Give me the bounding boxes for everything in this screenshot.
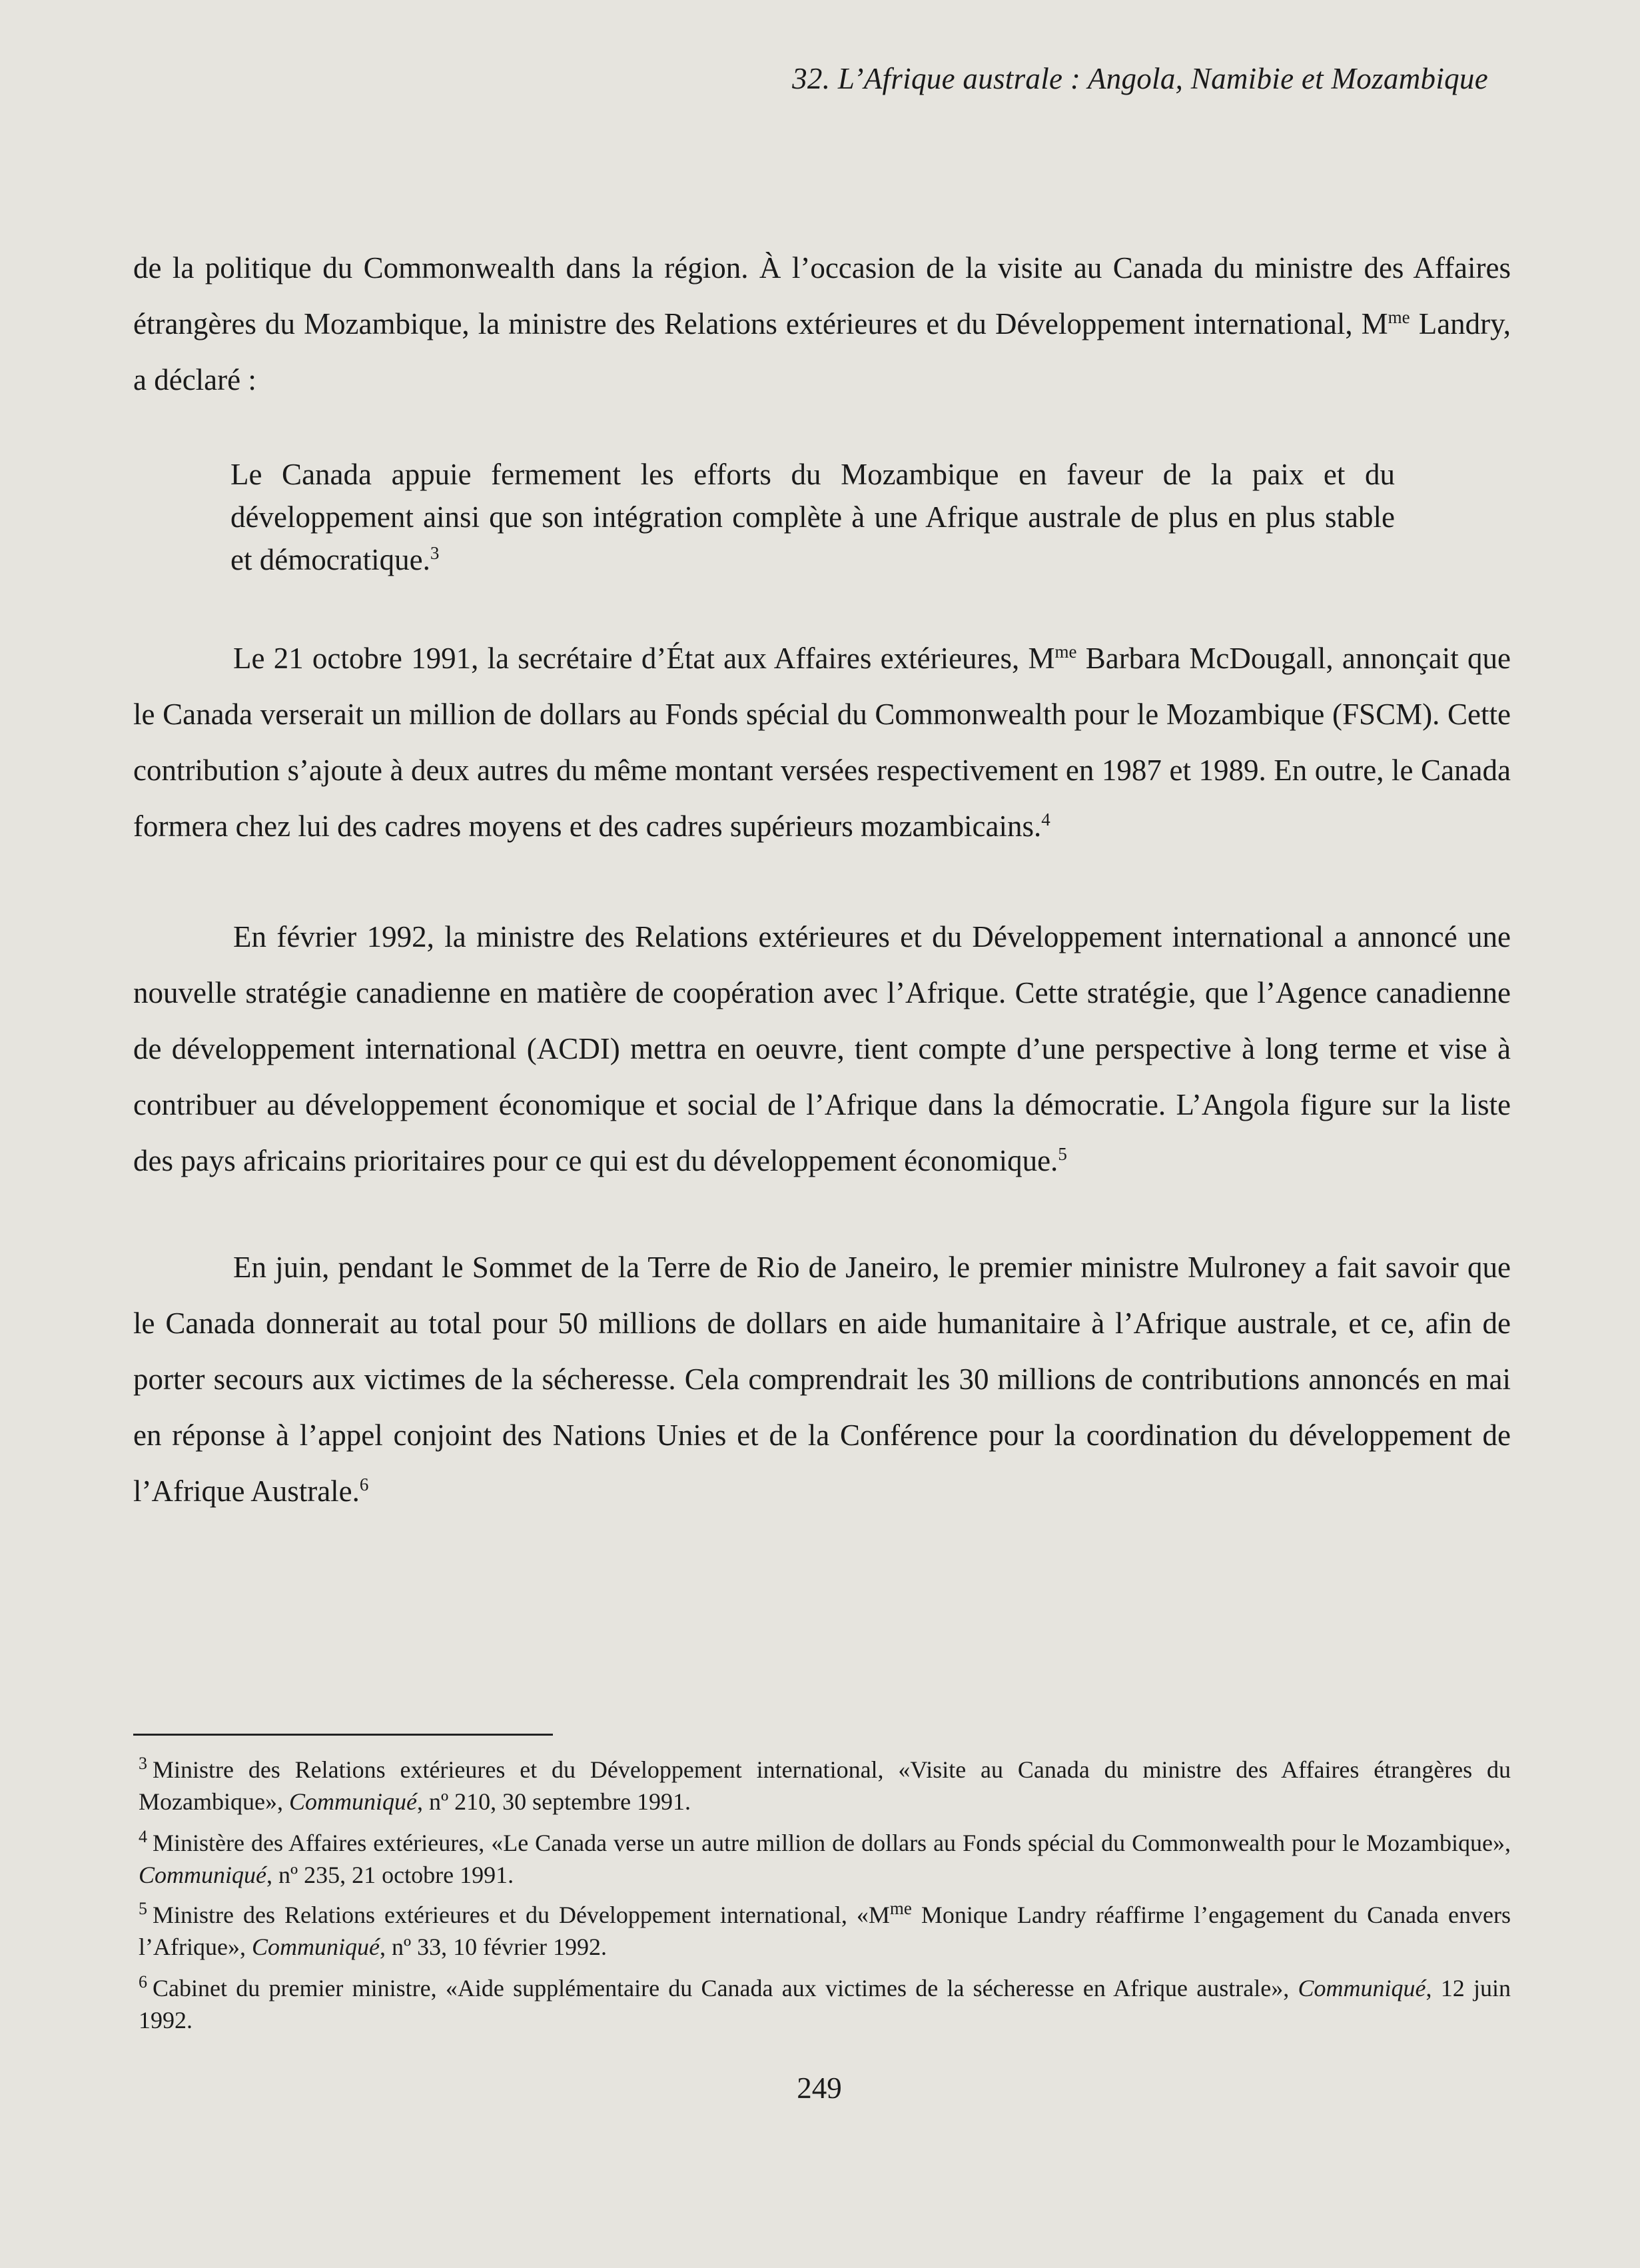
intro-paragraph [133, 240, 1511, 408]
title-abbrev: me [889, 1898, 912, 1918]
paragraph-strategy [133, 909, 1511, 1189]
footnote-5 [139, 1899, 1511, 1963]
footnote-ref-5[interactable]: 5 [1058, 1144, 1067, 1164]
footnote-ref-4[interactable]: 4 [1041, 810, 1050, 830]
footnote-source: Communiqué [251, 1934, 380, 1960]
footnote-text: Cabinet du premier ministre, «Aide supplémentaire du Canada aux victimes de la sécheresse en Afrique australe», [153, 1975, 1298, 2001]
footnote-ref-6[interactable]: 6 [359, 1474, 369, 1494]
footnote-source: Communiqué [1298, 1975, 1426, 2001]
paragraph-text: En février 1992, la ministre des Relations extérieures et du Développement international a annoncé une nouvelle stratégie canadienne en matière de coopération avec l’Afrique. Cette stratégie, que l’Agence canadienne de développement international (ACDI) mettra en oeuvre, tient compte d’une perspective à long terme et vise à contribuer au développement économique et social de l’Afrique dans la démocratie. L’Angola figure sur la liste des pays africains prioritaires pour ce qui est du développement économique. [133, 920, 1511, 1177]
footnote-source: Communiqué [288, 1788, 417, 1815]
intro-text: de la politique du Commonwealth dans la région. À l’occasion de la visite au Canada du ministre des Affaires étrangères du Mozambique, la ministre des Relations extérieures et du Développement international, M [133, 251, 1511, 340]
footnote-citation: , nº 210, 30 septembre 1991. [416, 1788, 691, 1815]
footnote-number: 4 [139, 1827, 147, 1846]
footnote-6 [139, 1972, 1511, 2036]
quote-text: Le Canada appuie fermement les efforts du Mozambique en faveur de la paix et du développement ainsi que son intégration complète à une Afrique australe de plus en plus stable et démocratique. [230, 458, 1395, 576]
footnote-text: Ministre des Relations extérieures et du Développement international, «Visite au Canada du ministre des Affaires étrangères du Mozambique», [139, 1756, 1511, 1815]
running-header: 32. L’Afrique australe : Angola, Namibie et Mozambique [792, 62, 1488, 95]
footnote-number: 6 [139, 1972, 147, 1991]
intro-text-end: Landry, a déclaré : [133, 307, 1511, 396]
footnote-text: Ministre des Relations extérieures et du Développement international, «M [153, 1902, 890, 1928]
paragraph-mcdougall [133, 630, 1511, 854]
footnote-divider [133, 1734, 553, 1736]
title-abbrev: me [1388, 307, 1410, 327]
footnote-number: 3 [139, 1754, 147, 1773]
paragraph-text: En juin, pendant le Sommet de la Terre de Rio de Janeiro, le premier ministre Mulroney a fait savoir que le Canada donnerait au total pour 50 millions de dollars en aide humanitaire à l’Afrique australe, et ce, afin de porter secours aux victimes de la sécheresse. Cela comprendrait les 30 millions de contributions annoncés en mai en réponse à l’appel conjoint des Nations Unies et de la Conférence pour la coordination du développement de l’Afrique Australe. [133, 1251, 1511, 1508]
footnote-source: Communiqué [139, 1862, 266, 1888]
footnote-ref-3[interactable]: 3 [430, 543, 440, 563]
title-abbrev: me [1054, 642, 1077, 662]
block-quote [230, 453, 1395, 581]
footnote-text: Ministère des Affaires extérieures, «Le Canada verse un autre million de dollars au Fonds spécial du Commonwealth pour le Mozambique», [153, 1830, 1511, 1856]
footnote-number: 5 [139, 1899, 147, 1918]
footnote-citation: , nº 33, 10 février 1992. [379, 1934, 608, 1960]
paragraph-text-end: Barbara McDougall, annonçait que le Canada verserait un million de dollars au Fonds spécial du Commonwealth pour le Mozambique (FSCM). Cette contribution s’ajoute à deux autres du même montant versées respectivement en 1987 et 1989. En outre, le Canada formera chez lui des cadres moyens et des cadres supérieurs mozambicains. [133, 642, 1511, 843]
page-number: 249 [797, 2071, 842, 2105]
footnote-3 [139, 1754, 1511, 1818]
footnote-4 [139, 1827, 1511, 1891]
paragraph-rio-summit [133, 1239, 1511, 1519]
footnote-citation: , nº 235, 21 octobre 1991. [266, 1862, 514, 1888]
footnote-citation: , 12 juin 1992. [139, 1975, 1511, 2033]
footnote-text-cont: Monique Landry réaffirme l’engagement du Canada envers l’Afrique», [139, 1902, 1511, 1960]
paragraph-text: Le 21 octobre 1991, la secrétaire d’État aux Affaires extérieures, M [233, 642, 1055, 675]
